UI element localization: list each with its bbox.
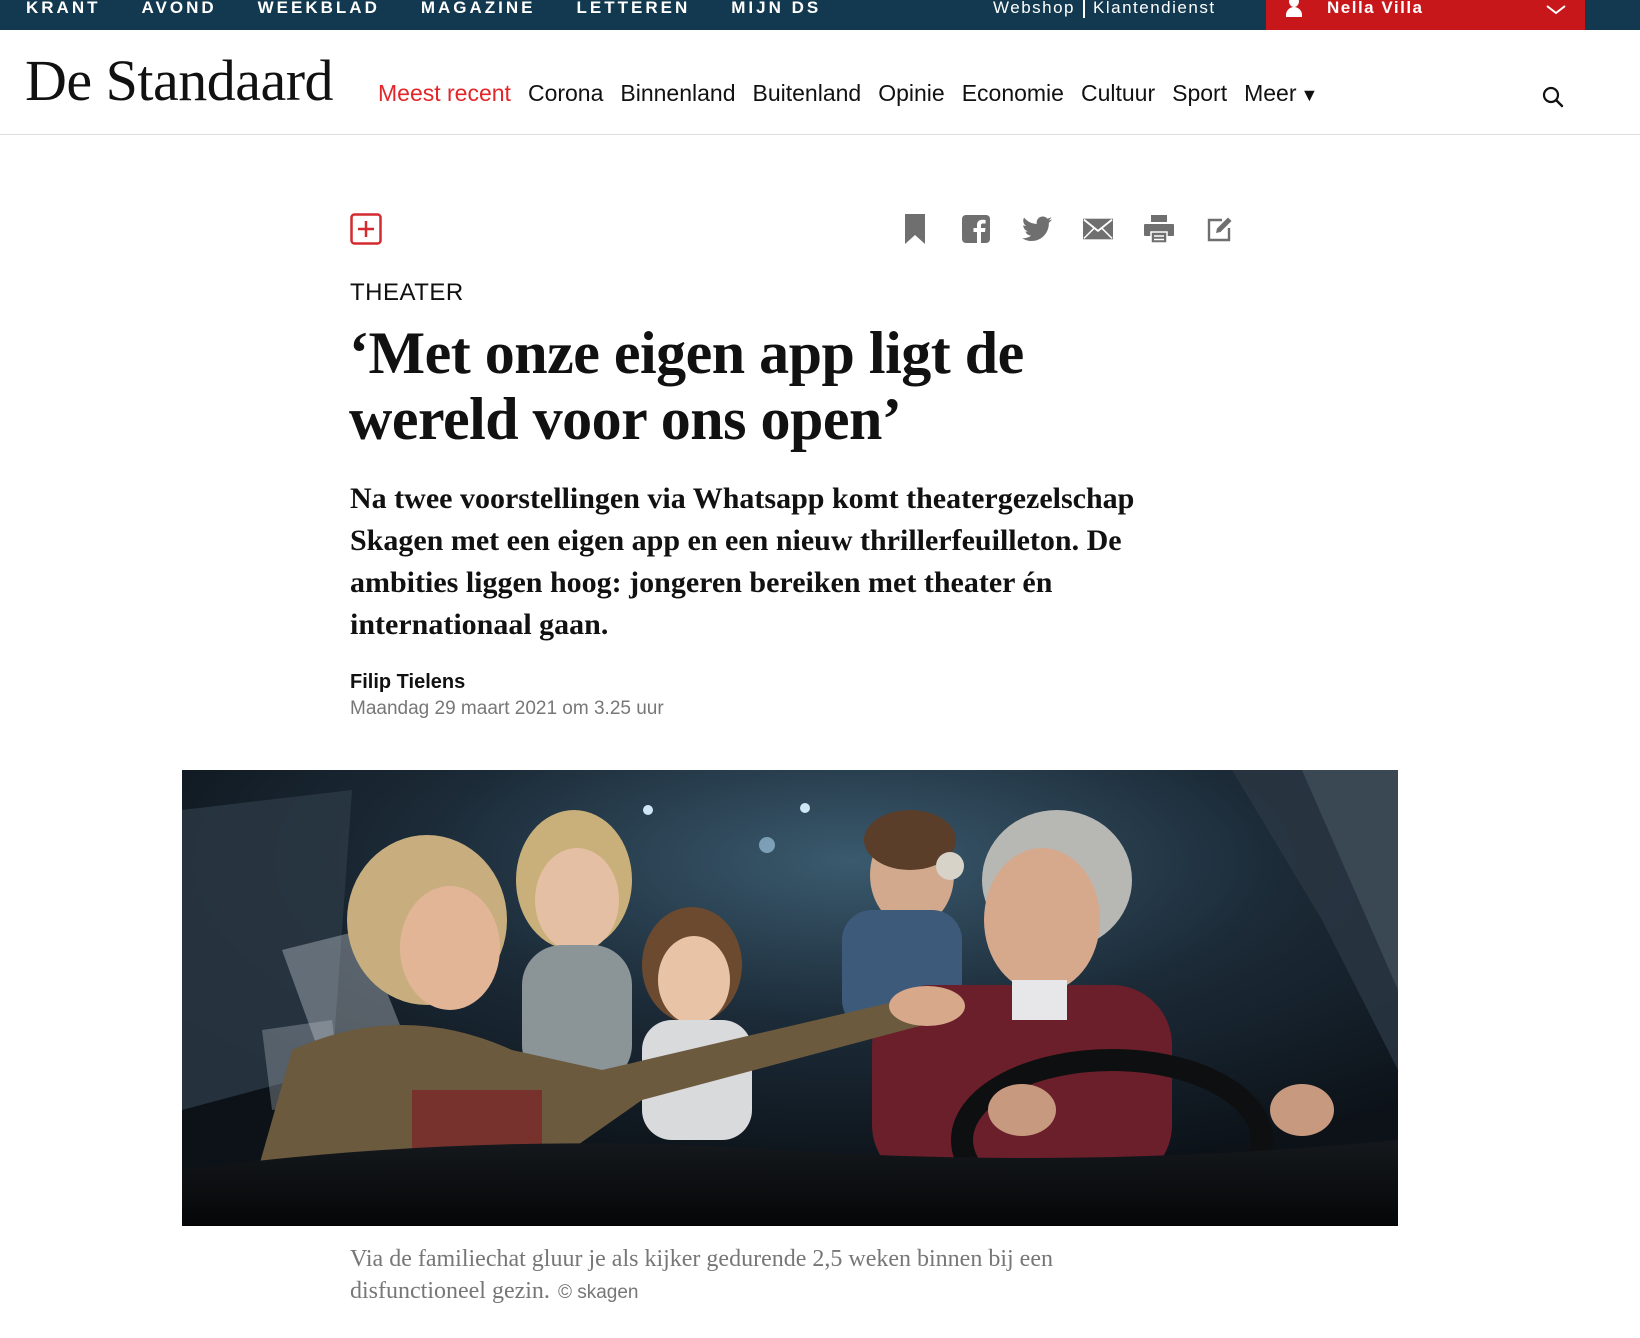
bookmark-icon <box>904 214 926 244</box>
nav-meest-recent[interactable]: Meest recent <box>378 80 511 106</box>
article-headline <box>349 320 1209 452</box>
link-krant[interactable]: KRANT <box>26 0 101 17</box>
nav-meer[interactable] <box>1244 82 1318 105</box>
user-name: Nella Villa <box>1327 0 1424 17</box>
bookmark-button[interactable] <box>900 214 930 244</box>
email-icon <box>1083 218 1113 240</box>
author-name[interactable]: Filip Tielens <box>350 671 466 693</box>
divider <box>1083 0 1085 18</box>
edit-button[interactable] <box>1205 214 1235 244</box>
user-menu-button[interactable] <box>1266 0 1585 30</box>
nav-opinie[interactable]: Opinie <box>878 80 945 106</box>
link-weekblad[interactable]: WEEKBLAD <box>257 0 380 17</box>
article-tools <box>900 214 1266 244</box>
twitter-share-button[interactable] <box>1022 214 1052 244</box>
photo-caption <box>350 1243 1150 1309</box>
caret-down-icon: ▼ <box>1300 85 1319 105</box>
twitter-icon <box>1022 216 1052 242</box>
main-nav <box>378 82 1335 105</box>
print-icon <box>1144 215 1174 243</box>
nav-buitenland[interactable]: Buitenland <box>752 80 862 106</box>
nav-sport[interactable]: Sport <box>1172 80 1228 106</box>
link-klantendienst[interactable]: Klantendienst <box>1093 0 1216 17</box>
nav-economie[interactable]: Economie <box>961 80 1064 106</box>
article-lead: Na twee voorstellingen via Whatsapp komt theatergezelschap Skagen met een eigen app en een nieuw thrillerfeuilleton. De ambities liggen hoog: jongeren bereiken met theater én internationaal gaan. <box>350 482 1135 641</box>
link-letteren[interactable]: LETTEREN <box>576 0 691 17</box>
email-share-button[interactable] <box>1083 214 1113 244</box>
user-icon <box>1286 0 1302 18</box>
edit-icon <box>1207 216 1233 242</box>
chevron-down-icon <box>1545 0 1567 16</box>
nav-meer-label: Meer <box>1244 80 1297 106</box>
primary-links <box>26 0 862 30</box>
caption-text: Via de familiechat gluur je als kijker gedurende 2,5 weken binnen bij een disfunctioneel gezin. <box>350 1246 1053 1304</box>
bookmark-plus-icon[interactable] <box>350 213 382 245</box>
nav-cultuur[interactable]: Cultuur <box>1080 80 1156 106</box>
publish-date: Maandag 29 maart 2021 om 3.25 uur <box>350 698 664 719</box>
site-header <box>0 30 1640 135</box>
headline-line-2: wereld voor ons open’ <box>349 386 902 452</box>
search-icon[interactable] <box>1542 86 1564 108</box>
link-avond[interactable]: AVOND <box>141 0 217 17</box>
top-bar <box>0 0 1640 30</box>
nav-corona[interactable]: Corona <box>527 80 604 106</box>
photo-credit: © skagen <box>557 1282 639 1303</box>
site-logo[interactable]: De Standaard <box>25 48 334 113</box>
article-photo[interactable] <box>182 770 1398 1226</box>
family-in-car-photo <box>182 770 1398 1226</box>
facebook-share-button[interactable] <box>961 214 991 244</box>
facebook-icon <box>962 215 990 243</box>
section-label[interactable]: THEATER <box>350 279 464 306</box>
link-magazine[interactable]: MAGAZINE <box>420 0 536 17</box>
utility-links <box>993 0 1216 18</box>
nav-binnenland[interactable]: Binnenland <box>620 80 736 106</box>
link-mijn-ds[interactable]: MIJN DS <box>731 0 822 17</box>
print-button[interactable] <box>1144 214 1174 244</box>
headline-line-1: ‘Met onze eigen app ligt de <box>349 320 1024 386</box>
link-webshop[interactable]: Webshop <box>993 0 1076 17</box>
